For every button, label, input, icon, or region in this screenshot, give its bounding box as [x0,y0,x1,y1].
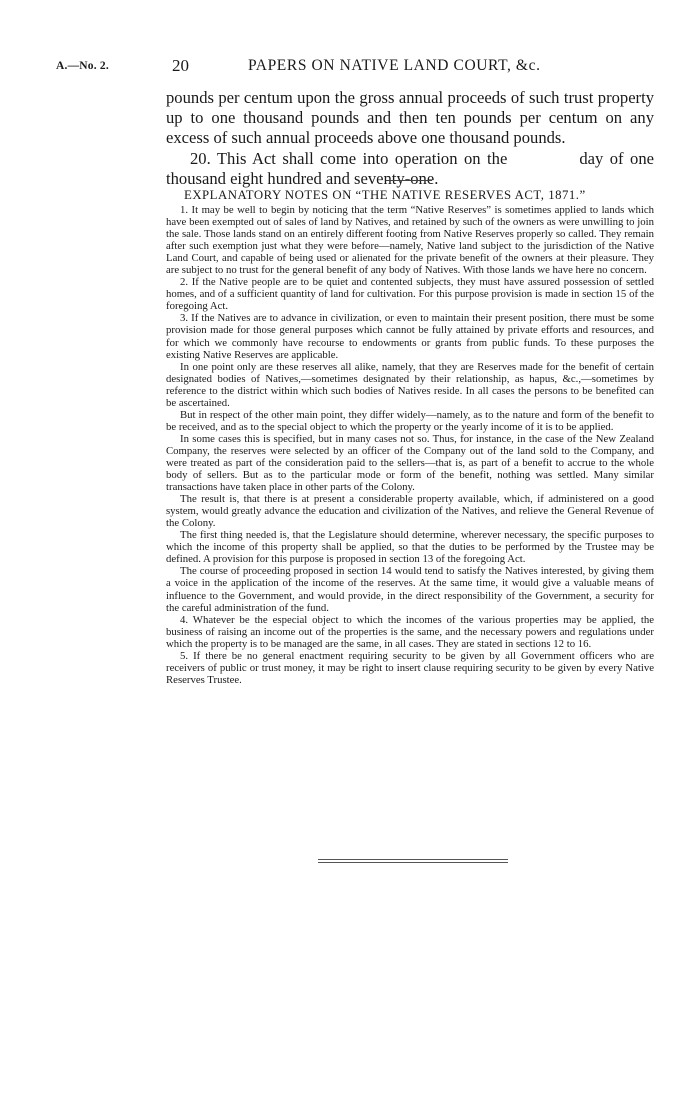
notes-paragraph: 4. Whatever be the especial object to which the incomes of the various properties may be applied, the business of raising an income out of the properties is the same, and the necessary powers and regulations under which the property is to be managed are the same, in all cases. They are stated in sections 12 to 16. [166,613,654,650]
notes-paragraph: 1. It may be well to begin by noticing that the term “Native Reserves” is sometimes applied to lands which have been exempted out of sales of land by Natives, and retained by such of the owners as were unwilling to join the sale. Those lands stand on an entirely different footing from Native Reserves properly so called. They remain after such exemption just what they were before—namely, Native land subject to the jurisdiction of the Native Land Court, and capable of being used or alienated for the private benefit of the owners at their pleasure. They are subject to no trust for the general benefit of any body of Natives. With those lands we have here no concern. [166,204,654,277]
notes-heading: EXPLANATORY NOTES ON “THE NATIVE RESERVES ACT, 1871.” [184,188,586,202]
explanatory-notes [166,204,654,686]
notes-paragraph: 2. If the Native people are to be quiet and contented subjects, they must have assured possession of settled homes, and of a sufficient quantity of land for cultivation. For this purpose provision is made in section 15 of the foregoing Act. [166,276,654,313]
end-rule [318,859,508,863]
notes-paragraph: 5. If there be no general enactment requiring security to be given by all Government officers who are receivers of public or trust money, it may be right to insert clause requiring security to be given by every Native Reserves Trustee. [166,649,654,686]
section-20-part-a: 20. This Act shall come into operation on the [190,148,508,168]
section-divider [386,180,432,181]
act-text [166,88,654,189]
notes-paragraph: The course of proceeding proposed in section 14 would tend to satisfy the Natives interested, by giving them a voice in the application of the income of the reserves. At the same time, it would give a valuable means of influence to the Government, and would provide, in the direct responsibility of the Government, a security for the careful administration of the fund. [166,565,654,614]
notes-paragraph: In one point only are these reserves all alike, namely, that they are Reserves made for the benefit of certain designated bodies of Natives,—sometimes designated by their relationship, as hapus, &c.,—sometimes by reference to the district within which such bodies of Natives reside. In all cases the persons to be benefited can be ascertained. [166,360,654,409]
page-header [56,56,656,78]
section-20-part-b: day of one thousand eight hundred and seventy-one. [166,148,654,188]
document-reference: A.—No. 2. [56,60,109,72]
notes-paragraph: In some cases this is specified, but in many cases not so. Thus, for instance, in the case of the New Zealand Company, the reserves were selected by an officer of the Company out of the land sold to the Company, and were treated as part of the consideration paid to the sellers—that is, as part of a benefit to accrue to the whole body of sellers. But as to the particular mode or form of the benefit, nothing was settled. Many similar transactions have taken place in other parts of the Colony. [166,432,654,494]
act-continuation: pounds per centum upon the gross annual proceeds of such trust property up to one thousand pounds and then ten pounds per centum on any excess of such annual proceeds above one thousand pounds. [166,88,654,148]
notes-paragraph: But in respect of the other main point, they differ widely—namely, as to the nature and form of the benefit to be received, and as to the special object to which the property or the yearly income of it is to be applied. [166,408,654,433]
running-title: PAPERS ON NATIVE LAND COURT, &c. [248,57,541,74]
notes-paragraph: The first thing needed is, that the Legislature should determine, wherever necessary, the specific purposes to which the income of this property shall be applied, so that the duties to be performed by the Trustee may be defined. A provision for this purpose is proposed in section 13 of the foregoing Act. [166,529,654,566]
act-section-20 [166,149,654,189]
notes-paragraph: 3. If the Natives are to advance in civilization, or even to maintain their present position, there must be some provision made for those general purposes which cannot be fully attained by private efforts and resources, and for which we commonly have recourse to endowments or grants from public funds. To these purposes the existing Native Reserves are applicable. [166,312,654,361]
page-number: 20 [172,56,189,75]
notes-paragraph: The result is, that there is at present a considerable property available, which, if administered on a good system, would greatly advance the education and civilization of the Natives, and relieve the General Revenue of the Colony. [166,493,654,530]
